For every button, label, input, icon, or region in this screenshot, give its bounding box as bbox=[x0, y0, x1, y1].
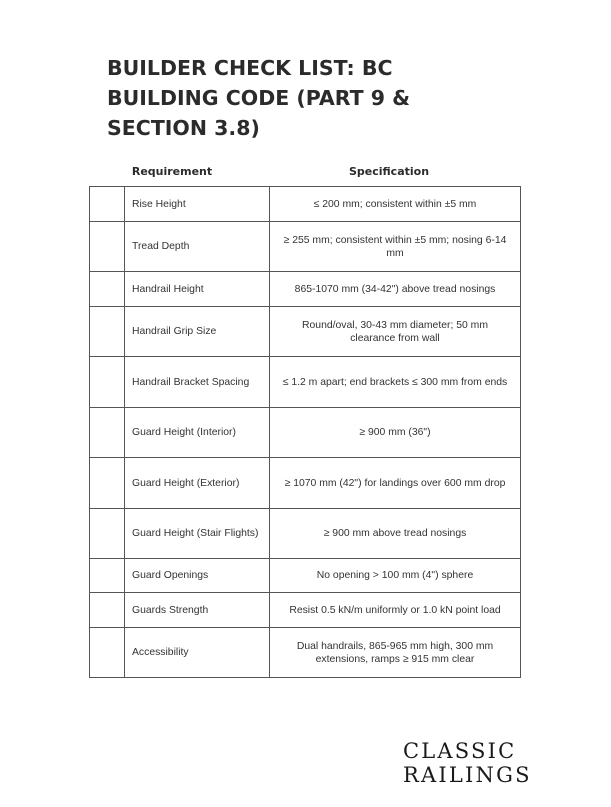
specification-cell: 865-1070 mm (34-42") above tread nosings bbox=[270, 272, 521, 307]
table-row bbox=[90, 628, 521, 678]
checkbox[interactable] bbox=[90, 559, 125, 593]
requirement-cell: Guard Height (Stair Flights) bbox=[125, 509, 270, 559]
title-line: BUILDING CODE (PART 9 & bbox=[107, 86, 410, 110]
requirement-cell: Rise Height bbox=[125, 187, 270, 222]
specification-cell: Dual handrails, 865-965 mm high, 300 mm extensions, ramps ≥ 915 mm clear bbox=[270, 628, 521, 678]
table-row bbox=[90, 222, 521, 272]
checkbox[interactable] bbox=[90, 187, 125, 222]
title-line: BUILDER CHECK LIST: BC bbox=[107, 56, 393, 80]
specification-cell: ≥ 255 mm; consistent within ±5 mm; nosing 6-14 mm bbox=[270, 222, 521, 272]
requirement-cell: Tread Depth bbox=[125, 222, 270, 272]
checkbox[interactable] bbox=[90, 222, 125, 272]
specification-cell: Round/oval, 30-43 mm diameter; 50 mm clearance from wall bbox=[270, 307, 521, 357]
checkbox[interactable] bbox=[90, 357, 125, 408]
requirement-cell: Handrail Bracket Spacing bbox=[125, 357, 270, 408]
requirement-cell: Handrail Grip Size bbox=[125, 307, 270, 357]
requirement-cell: Accessibility bbox=[125, 628, 270, 678]
checkbox[interactable] bbox=[90, 307, 125, 357]
checkbox[interactable] bbox=[90, 272, 125, 307]
checkbox[interactable] bbox=[90, 509, 125, 559]
requirement-column-header: Requirement bbox=[131, 165, 213, 178]
table-row bbox=[90, 408, 521, 458]
specification-cell: ≥ 900 mm (36") bbox=[270, 408, 521, 458]
specification-cell: ≥ 900 mm above tread nosings bbox=[270, 509, 521, 559]
requirement-cell: Guard Openings bbox=[125, 559, 270, 593]
title-line: SECTION 3.8) bbox=[107, 116, 260, 140]
classic-railings-logo bbox=[403, 739, 532, 787]
table-row bbox=[90, 458, 521, 509]
checkbox[interactable] bbox=[90, 593, 125, 628]
logo-line: CLASSIC bbox=[403, 739, 517, 763]
checklist-table bbox=[89, 186, 521, 678]
table-row bbox=[90, 307, 521, 357]
requirement-cell: Guard Height (Exterior) bbox=[125, 458, 270, 509]
table-row bbox=[90, 593, 521, 628]
table-row bbox=[90, 187, 521, 222]
checkbox[interactable] bbox=[90, 628, 125, 678]
requirement-cell: Guards Strength bbox=[125, 593, 270, 628]
table-row bbox=[90, 559, 521, 593]
specification-cell: ≥ 1070 mm (42") for landings over 600 mm drop bbox=[270, 458, 521, 509]
table-row bbox=[90, 357, 521, 408]
specification-cell: Resist 0.5 kN/m uniformly or 1.0 kN point load bbox=[270, 593, 521, 628]
table-row bbox=[90, 272, 521, 307]
logo-line: RAILINGS bbox=[403, 763, 532, 787]
table-row bbox=[90, 509, 521, 559]
checkbox[interactable] bbox=[90, 458, 125, 509]
specification-cell: ≤ 200 mm; consistent within ±5 mm bbox=[270, 187, 521, 222]
requirement-cell: Handrail Height bbox=[125, 272, 270, 307]
checkbox[interactable] bbox=[90, 408, 125, 458]
requirement-cell: Guard Height (Interior) bbox=[125, 408, 270, 458]
specification-column-header: Specification bbox=[348, 165, 430, 178]
page-title bbox=[107, 53, 487, 143]
specification-cell: ≤ 1.2 m apart; end brackets ≤ 300 mm from ends bbox=[270, 357, 521, 408]
specification-cell: No opening > 100 mm (4") sphere bbox=[270, 559, 521, 593]
